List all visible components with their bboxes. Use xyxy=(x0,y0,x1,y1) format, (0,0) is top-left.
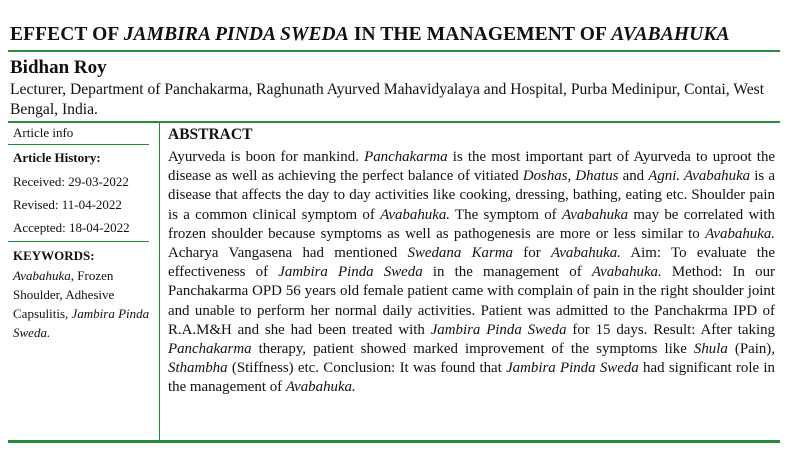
text-run: IN THE MANAGEMENT OF xyxy=(348,24,612,45)
text-run: is the most important part of Ayurveda to uproot the disease as well as achieving the perfect balance of vitiated xyxy=(168,149,776,185)
abstract-text xyxy=(168,148,775,398)
italic-term: Avabahuka. xyxy=(550,245,621,262)
text-run: for xyxy=(512,245,551,262)
text-run: The symptom of xyxy=(450,206,562,223)
author-affiliation: Lecturer, Department of Panchakarma, Raghunath Ayurved Mahavidyalaya and Hospital, Purba Medinipur, Contai, West Bengal, India. xyxy=(10,81,765,118)
italic-term: Avabahuka. xyxy=(591,264,662,281)
text-run: Aim: To evaluate the effectiveness of xyxy=(168,245,775,281)
keywords-label: KEYWORDS: xyxy=(13,248,95,263)
text-run: Acharya Vangasena had mentioned xyxy=(168,245,408,262)
italic-term: Doshas, Dhatus xyxy=(522,168,619,185)
italic-term: Avabahuka. xyxy=(285,379,356,396)
abstract-heading: ABSTRACT xyxy=(168,126,253,143)
italic-term: Sthambha xyxy=(168,360,228,377)
italic-term: Avabahuka xyxy=(561,206,629,223)
article-info-label: Article info xyxy=(13,125,74,140)
italic-term: Avabahuka. xyxy=(380,206,451,223)
italic-term: Jambira Pinda Sweda xyxy=(430,321,567,338)
accepted-date: Accepted: 18-04-2022 xyxy=(13,220,130,235)
article-history-label: Article History: xyxy=(13,150,101,165)
history-divider xyxy=(8,241,149,242)
article-info-divider xyxy=(8,144,149,145)
italic-term: Panchakarma xyxy=(364,149,448,165)
italic-term: JAMBIRA PINDA SWEDA xyxy=(123,24,349,45)
italic-term: Avabahuka xyxy=(13,268,71,283)
text-run: Ayurveda is boon for mankind. xyxy=(168,149,365,165)
keywords-list xyxy=(13,266,153,342)
column-divider xyxy=(159,122,160,440)
italic-term: Panchakarma xyxy=(168,341,252,358)
title-divider xyxy=(8,50,780,52)
revised-date: Revised: 11-04-2022 xyxy=(13,197,122,212)
italic-term: Agni. Avabahuka xyxy=(648,168,751,185)
text-run: (Stiffness) etc. Conclusion: It was found that xyxy=(227,360,507,377)
text-run: therapy, patient showed marked improvement of the symptoms like xyxy=(251,341,694,358)
text-run: Method: In our Panchakarma OPD 56 years old female patient came with complain of pain in the right shoulder joint and unable to perform her normal daily activities. Patient was admitted to the Panchakrma IPD of R.A.M&H and she had been treated with xyxy=(168,264,775,338)
italic-term: Jambira Pinda Sweda xyxy=(278,264,423,281)
text-run: had significant role in the management of xyxy=(168,360,775,396)
text-run: , Frozen Shoulder, Adhesive Capsulitis, xyxy=(13,268,115,321)
article-title xyxy=(10,24,730,46)
italic-term: Jambira Pinda Sweda xyxy=(506,360,639,377)
italic-term: Jambira Pinda Sweda. xyxy=(13,306,150,340)
text-run: for 15 days. Result: After taking xyxy=(566,321,775,338)
italic-term: Avabahuka. xyxy=(705,225,775,242)
section-bottom-divider xyxy=(8,440,780,443)
text-run: and xyxy=(618,168,649,185)
italic-term: AVABAHUKA xyxy=(611,24,730,45)
received-date: Received: 29-03-2022 xyxy=(13,174,129,189)
text-run: in the management of xyxy=(422,264,592,281)
text-run: EFFECT OF xyxy=(10,24,124,45)
text-run: (Pain), xyxy=(727,341,775,358)
section-top-divider xyxy=(8,121,780,123)
italic-term: Shula xyxy=(693,341,728,358)
text-run: is a disease that affects the day to day activities like cooking, dressing, bathing, eating etc. Shoulder pain is a common clinical symptom of xyxy=(168,168,775,223)
text-run: may be correlated with frozen shoulder because symptoms as well as pathogenesis are more or less similar to xyxy=(168,206,775,242)
author-name: Bidhan Roy xyxy=(10,57,107,78)
italic-term: Swedana Karma xyxy=(407,245,513,262)
